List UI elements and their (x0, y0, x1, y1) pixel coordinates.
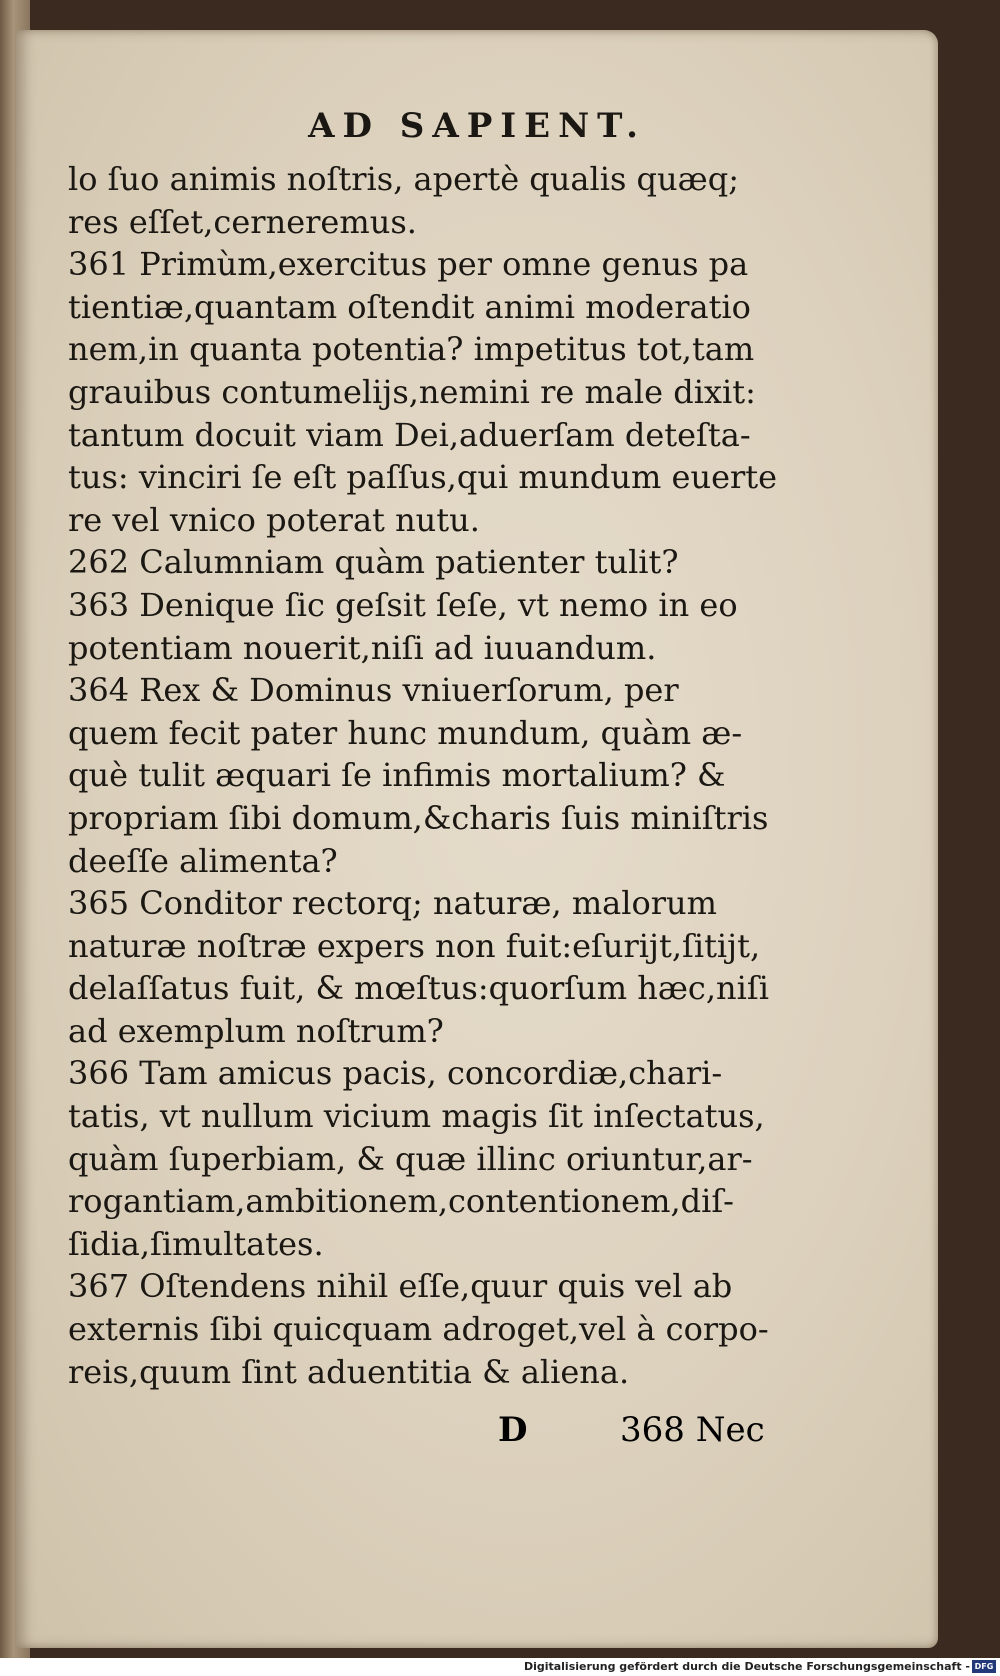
text-line: rogantiam,ambitionem,contentionem,diſ- (68, 1182, 734, 1221)
text-line: propriam ſibi domum,&charis ſuis miniſtris (68, 798, 769, 837)
funding-credit: Digitalisierung gefördert durch die Deutsche Forschungsgemeinschaft - (523, 1660, 970, 1673)
text-line: re vel vnico poterat nutu. (68, 500, 480, 539)
signature-mark: D (498, 1410, 528, 1450)
text-line: 365 Conditor rectorq; naturæ, malorum (68, 884, 717, 923)
text-line: 367 Oſtendens nihil eſſe,quur quis vel ab (68, 1267, 733, 1306)
text-line: potentiam nouerit,niſi ad iuuandum. (68, 628, 657, 667)
text-line: deeſſe alimenta? (68, 841, 338, 880)
text-line: ſidia,ſimultates. (68, 1224, 324, 1263)
text-line: quem fecit pater hunc mundum, quàm æ- (68, 713, 743, 752)
text-line: 366 Tam amicus pacis, concordiæ,chari- (68, 1054, 723, 1093)
text-line: res eſſet,cerneremus. (68, 202, 417, 241)
text-line: 364 Rex & Dominus vniuerſorum, per (68, 671, 679, 710)
text-line: grauibus contumelijs,nemini re male dixit: (68, 372, 756, 411)
body-text (68, 158, 918, 1393)
text-line: 361 Primùm,exercitus per omne genus pa (68, 245, 749, 284)
text-line: nem,in quanta potentia? impetitus tot,tam (68, 330, 755, 369)
text-line: externis ſibi quicquam adroget,vel à corpo- (68, 1310, 769, 1349)
text-line: què tulit æquari ſe infimis mortalium? & (68, 756, 726, 795)
text-line: reis,quum ſint aduentitia & aliena. (68, 1352, 630, 1391)
text-line: delaſſatus fuit, & mœſtus:quorſum hæc,niſi (68, 969, 769, 1008)
text-line: naturæ noſtræ expers non fuit:eſurijt,ſitijt, (68, 926, 761, 965)
text-line: tus: vinciri ſe eſt paſſus,qui mundum euerte (68, 458, 778, 497)
text-line: tantum docuit viam Dei,aduerſam deteſta- (68, 415, 751, 454)
dfg-logo: DFG (972, 1660, 996, 1673)
text-line: ad exemplum noſtrum? (68, 1011, 444, 1050)
text-line: 262 Calumniam quàm patienter tulit? (68, 543, 679, 582)
running-header: AD SAPIENT. (308, 106, 646, 146)
text-line: 363 Denique ſic geſsit ſeſe, vt nemo in eo (68, 585, 738, 624)
credit-bar (0, 1658, 1000, 1676)
page-footer (16, 1410, 938, 1460)
text-line: lo ſuo animis noſtris, apertè qualis quæq; (68, 160, 739, 198)
text-line: tatis, vt nullum vicium magis ſit inſectatus, (68, 1097, 765, 1136)
page-paper (16, 30, 938, 1648)
text-line: quàm ſuperbiam, & quæ illinc oriuntur,ar- (68, 1139, 753, 1178)
text-line: tientiæ,quantam oſtendit animi moderatio (68, 287, 751, 326)
catchword: 368 Nec (620, 1410, 765, 1450)
